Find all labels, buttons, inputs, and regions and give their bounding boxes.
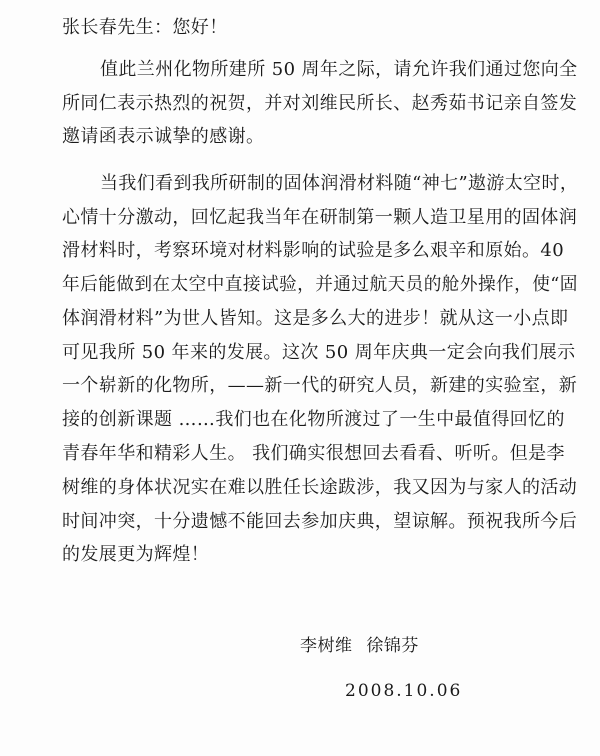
salutation: 张长春先生：您好！ bbox=[62, 17, 228, 38]
paragraph-2-line-9: 青春年华和精彩人生。 我们确实很想回去看看、听听。但是李 bbox=[62, 443, 565, 464]
paragraph-2-line-5: 体润滑材料”为世人皆知。这是多么大的进步！就从这一小点即 bbox=[62, 308, 569, 329]
paragraph-1-line-1: 值此兰州化物所建所 50 周年之际，请允许我们通过您向全 bbox=[100, 59, 578, 80]
signature-date: 2008.10.06 bbox=[345, 681, 463, 701]
paragraph-2-line-10: 树维的身体状况实在难以胜任长途跋涉，我又因为与家人的活动 bbox=[62, 477, 578, 498]
paragraph-2-line-4: 年后能做到在太空中直接试验，并通过航天员的舱外操作，使“固 bbox=[62, 274, 578, 295]
paragraph-2-line-7: 一个崭新的化物所，——新一代的研究人员，新建的实验室，新 bbox=[62, 375, 578, 396]
paragraph-2-line-3: 滑材料时，考察环境对材料影响的试验是多么艰辛和原始。40 bbox=[62, 240, 565, 261]
paragraph-2-line-12: 的发展更为辉煌！ bbox=[62, 544, 210, 565]
paragraph-2-line-8: 接的创新课题 ……我们也在化物所渡过了一生中最值得回忆的 bbox=[62, 409, 565, 430]
paragraph-2-line-6: 可见我所 50 年来的发展。这次 50 周年庆典一定会向我们展示 bbox=[62, 342, 576, 363]
paragraph-2-line-2: 心情十分激动，回忆起我当年在研制第一颗人造卫星用的固体润 bbox=[62, 207, 578, 228]
paragraph-1-line-3: 邀请函表示诚挚的感谢。 bbox=[62, 126, 265, 147]
paragraph-2-line-11: 时间冲突，十分遗憾不能回去参加庆典，望谅解。预祝我所今后 bbox=[62, 511, 578, 532]
paragraph-1-line-2: 所同仁表示热烈的祝贺，并对刘维民所长、赵秀茹书记亲自签发 bbox=[62, 93, 578, 114]
signature-names: 李树维 徐锦芬 bbox=[300, 636, 419, 656]
paragraph-2-line-1: 当我们看到我所研制的固体润滑材料随“神七”遨游太空时， bbox=[100, 173, 579, 194]
